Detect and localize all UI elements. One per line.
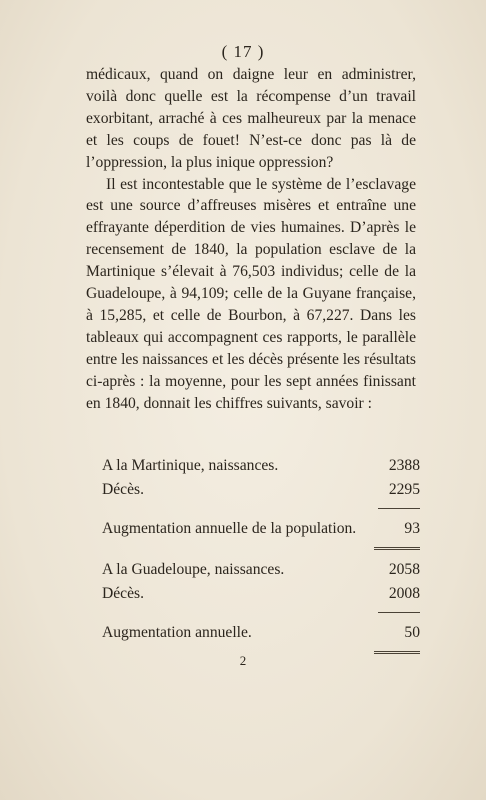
row-value: 2008 — [388, 585, 420, 602]
row-value: 2295 — [388, 481, 420, 498]
row-label: A la Martinique, naissances. — [102, 457, 279, 474]
table-row — [102, 558, 420, 582]
table-row — [102, 478, 420, 502]
body-text — [86, 64, 416, 415]
statistics-table — [102, 454, 420, 654]
table-row — [102, 582, 420, 606]
row-value: 2058 — [388, 561, 420, 578]
table-row — [102, 517, 420, 541]
table-row — [102, 454, 420, 478]
row-label: Augmentation annuelle. — [102, 624, 252, 641]
page-number: ( 17 ) — [221, 42, 265, 61]
paragraph-2: Il est incontestable que le système de l’esclavage est une source d’affreuses misères et entraîne une effrayante déperdition de vies humaines. D’après le recensement de 1840, la population esclave de la Martinique s’élevait à 76,503 individus; celle de la Guadeloupe, à 94,109; celle de la Guyane française, à 15,285, et celle de Bourbon, à 67,227. Dans les tableaux qui accompagnent ces rapports, le parallèle entre les naissances et les décès présente les résultats ci-après : la moyenne, pour les sept années finissant en 1840, donnait les chiffres suivants, savoir : — [86, 175, 416, 412]
signature-mark: 2 — [239, 653, 247, 668]
row-value: 93 — [404, 520, 420, 537]
row-value: 50 — [404, 624, 420, 641]
paragraph-1: médicaux, quand on daigne leur en administrer, voilà donc quelle est la récompense d’un travail exorbitant, arraché à ces malheureux par la menace et les coups de fouet! N’est-ce donc pas là de l’oppression, la plus inique oppression? — [86, 66, 416, 171]
row-label: Augmentation annuelle de la population. — [102, 520, 357, 537]
row-label: Décès. — [102, 585, 144, 602]
table-row — [102, 621, 420, 645]
row-label: A la Guadeloupe, naissances. — [102, 561, 285, 578]
row-label: Décès. — [102, 481, 144, 498]
row-value: 2388 — [388, 457, 420, 474]
